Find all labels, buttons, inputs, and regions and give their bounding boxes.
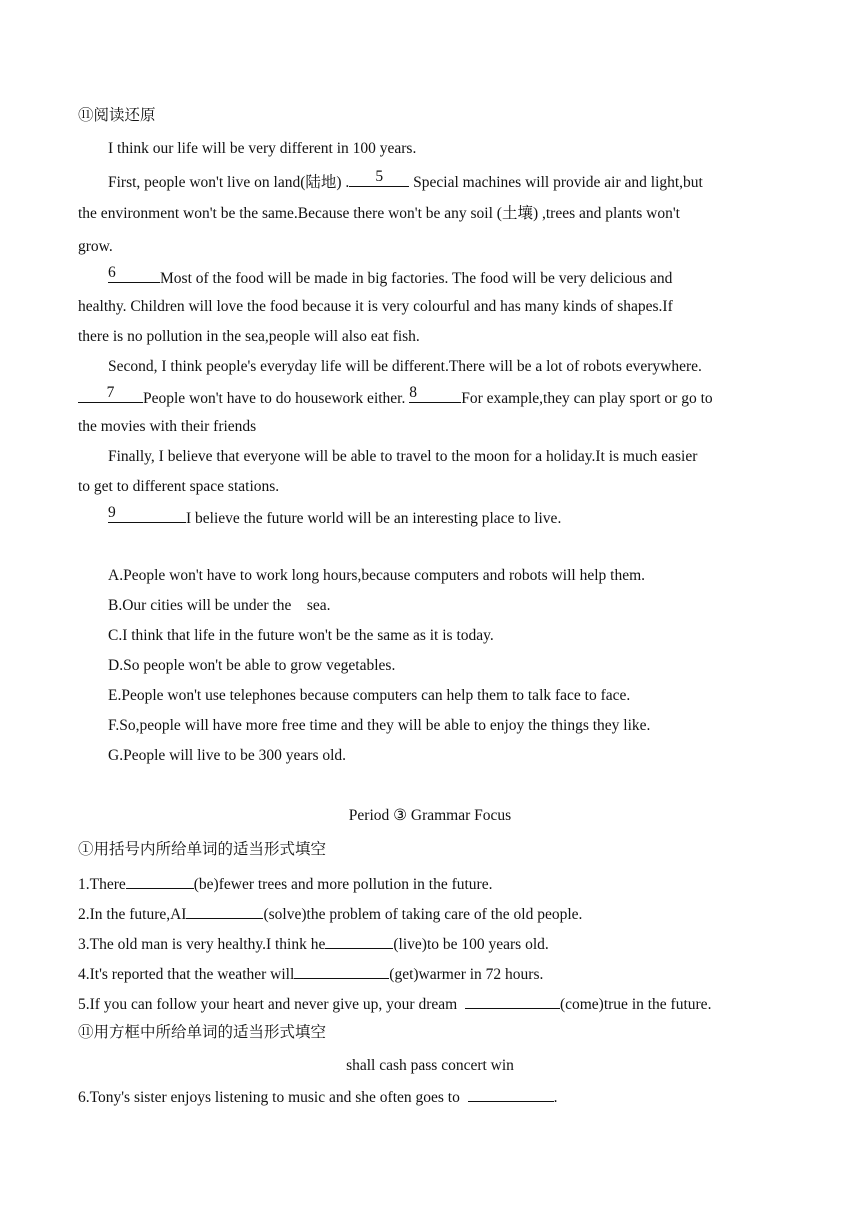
passage-line <box>108 264 673 289</box>
passage-line: healthy. Children will love the food because it is very colourful and has many kinds of shapes.If <box>78 298 673 315</box>
passage-line <box>108 504 562 529</box>
answer-blank-5[interactable] <box>349 168 409 187</box>
passage-text: Most of the food will be made in big factories. The food will be very delicious and <box>160 270 673 287</box>
question-5 <box>78 993 711 1015</box>
answer-blank-q3[interactable] <box>325 933 393 949</box>
question-text: 3.The old man is very healthy.I think he <box>78 936 326 953</box>
grammar-section-header-2: ⑪用方框中所给单词的适当形式填空 <box>78 1024 327 1041</box>
option-a: A.People won't have to work long hours,because computers and robots will help them. <box>108 567 646 584</box>
answer-blank-q1[interactable] <box>126 873 194 889</box>
blank-number: 5 <box>375 168 384 185</box>
question-text: (be)fewer trees and more pollution in the future. <box>193 876 493 893</box>
option-g: G.People will live to be 300 years old. <box>108 747 347 764</box>
option-d: D.So people won't be able to grow vegetables. <box>108 657 396 674</box>
question-text: . <box>553 1089 558 1106</box>
question-text: 2.In the future,AI <box>78 906 187 923</box>
question-4 <box>78 963 543 985</box>
question-text: (come)true in the future. <box>559 996 712 1013</box>
passage-line <box>78 384 713 409</box>
word-box: shall cash pass concert win <box>346 1057 514 1074</box>
passage-text: For example,they can play sport or go to <box>461 390 713 407</box>
question-text: (live)to be 100 years old. <box>393 936 549 953</box>
passage-text: First, people won't live on land(陆地) . <box>108 174 350 191</box>
passage-line: the environment won't be the same.Because there won't be any soil (土壤) ,trees and plants won't <box>78 205 680 222</box>
option-c: C.I think that life in the future won't be the same as it is today. <box>108 627 494 644</box>
answer-blank-q6[interactable] <box>468 1086 554 1102</box>
answer-blank-q2[interactable] <box>186 903 263 919</box>
answer-blank-8[interactable] <box>409 384 461 403</box>
question-text: 6.Tony's sister enjoys listening to music and she often goes to <box>78 1089 468 1106</box>
answer-blank-6[interactable] <box>108 264 160 283</box>
passage-text: Special machines will provide air and light,but <box>409 174 703 191</box>
question-text: 5.If you can follow your heart and never give up, your dream <box>78 996 465 1013</box>
period-title: Period ③ Grammar Focus <box>348 807 512 824</box>
question-text: (get)warmer in 72 hours. <box>389 966 544 983</box>
passage-text: People won't have to do housework either. <box>143 390 410 407</box>
passage-line: there is no pollution in the sea,people will also eat fish. <box>78 328 420 345</box>
question-6 <box>78 1086 557 1108</box>
blank-number: 9 <box>108 504 116 521</box>
question-text: (solve)the problem of taking care of the old people. <box>263 906 583 923</box>
passage-line: I think our life will be very different in 100 years. <box>108 140 417 157</box>
blank-number: 6 <box>108 264 116 281</box>
question-3 <box>78 933 549 955</box>
question-2 <box>78 903 582 925</box>
answer-blank-q5[interactable] <box>465 993 560 1009</box>
option-b: B.Our cities will be under the sea. <box>108 597 331 614</box>
grammar-section-header: ①用括号内所给单词的适当形式填空 <box>78 841 327 858</box>
passage-text: I believe the future world will be an interesting place to live. <box>186 510 562 527</box>
passage-line: Second, I think people's everyday life will be different.There will be a lot of robots everywhere. <box>108 358 702 375</box>
passage-line: Finally, I believe that everyone will be able to travel to the moon for a holiday.It is much easier <box>108 448 698 465</box>
question-1 <box>78 873 492 895</box>
blank-number: 7 <box>106 384 115 401</box>
answer-blank-q4[interactable] <box>294 963 389 979</box>
question-text: 4.It's reported that the weather will <box>78 966 295 983</box>
option-e: E.People won't use telephones because computers can help them to talk face to face. <box>108 687 631 704</box>
passage-line: the movies with their friends <box>78 418 257 435</box>
option-f: F.So,people will have more free time and they will be able to enjoy the things they like. <box>108 717 651 734</box>
passage-line: to get to different space stations. <box>78 478 280 495</box>
reading-section-header: ⑪阅读还原 <box>78 107 156 124</box>
answer-blank-9[interactable] <box>108 504 186 523</box>
question-text: 1.There <box>78 876 126 893</box>
answer-blank-7[interactable] <box>78 384 143 403</box>
passage-line: grow. <box>78 238 113 255</box>
blank-number: 8 <box>409 384 417 401</box>
passage-line <box>108 168 703 193</box>
